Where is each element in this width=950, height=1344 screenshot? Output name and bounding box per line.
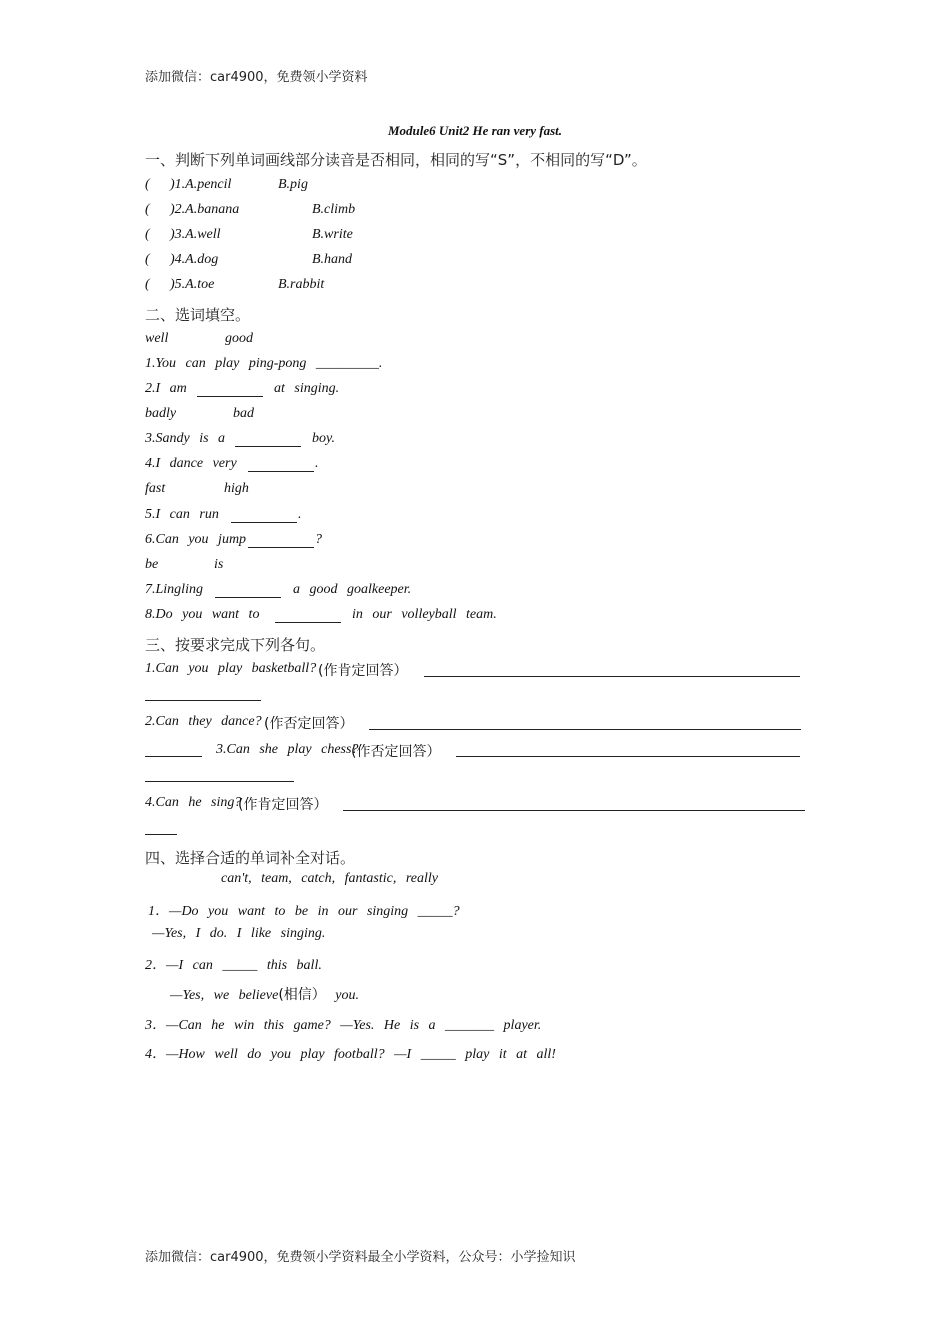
fill-question-7-text: a good goalkeeper. — [293, 582, 412, 597]
word-choice: badly — [145, 406, 177, 421]
word-choice: high — [224, 481, 249, 496]
option-a: )2.A.banana — [170, 202, 240, 217]
answer-line — [369, 729, 801, 730]
fill-question-3-text: 3.Sandy is a — [145, 431, 226, 446]
answer-paren: ( — [145, 202, 150, 217]
page-footer: 添加微信：car4900，免费领小学资料最全小学资料，公众号：小学捡知识 — [145, 1250, 576, 1265]
fill-question-4-text: 4.I dance very — [145, 456, 237, 471]
section1-heading: 一、判断下列单词画线部分读音是否相同，相同的写“S”，不相同的写“D”。 — [145, 151, 647, 169]
answer-line — [145, 834, 177, 835]
fill-question-7-text: 7.Lingling — [145, 582, 203, 597]
dialogue-line: 3．—Can he win this game? —Yes. He is a _______ player. — [145, 1018, 542, 1033]
answer-paren: ( — [145, 177, 150, 192]
blank-line — [235, 446, 301, 447]
option-a: )5.A.toe — [170, 277, 215, 292]
answer-paren: ( — [145, 252, 150, 267]
instruction-note: (作否定回答） — [351, 744, 441, 760]
option-a: )1.A.pencil — [170, 177, 232, 192]
chinese-gloss: (相信） — [278, 987, 326, 1003]
reply-text: you. — [335, 988, 359, 1003]
blank-line — [248, 547, 314, 548]
fill-question-1: 1.You can play ping-pong _________. — [145, 356, 383, 371]
answer-line — [343, 810, 805, 811]
option-a: )3.A.well — [170, 227, 221, 242]
instruction-note: (作否定回答） — [264, 716, 354, 732]
word-choice: well — [145, 331, 169, 346]
fill-question-6-text: 6.Can you jump — [145, 532, 247, 547]
dialogue-reply: —Yes, I do. I like singing. — [152, 926, 326, 941]
word-choice: is — [214, 557, 224, 572]
fill-question-8-text: in our volleyball team. — [352, 607, 497, 622]
page-title: Module6 Unit2 He ran very fast. — [387, 123, 563, 138]
fill-question-8-text: 8.Do you want to — [145, 607, 260, 622]
rewrite-question-1: 1.Can you play basketball? — [145, 661, 317, 676]
section2-heading: 二、选词填空。 — [145, 306, 251, 324]
answer-line — [145, 700, 261, 701]
fill-question-5-text: 5.I can run — [145, 507, 219, 522]
reply-text: —Yes, we believe — [170, 988, 279, 1003]
fill-question-5-text: . — [298, 507, 302, 522]
rewrite-question-4: 4.Can he sing? — [145, 795, 242, 810]
word-choice: good — [225, 331, 253, 346]
section4-heading: 四、选择合适的单词补全对话。 — [145, 849, 356, 867]
answer-paren: ( — [145, 277, 150, 292]
fill-question-6-text: ? — [315, 532, 322, 547]
blank-line — [231, 522, 297, 523]
fill-question-4-text: . — [315, 456, 319, 471]
dialogue-line: 4．—How well do you play football? —I _____ play it at all! — [145, 1047, 556, 1062]
blank-line — [248, 471, 314, 472]
instruction-note: (作肯定回答） — [238, 797, 328, 813]
fill-question-2-text: 2.I am — [145, 381, 187, 396]
answer-line — [145, 756, 202, 757]
dialogue-line: 1．—Do you want to be in our singing _____? — [148, 904, 460, 919]
blank-line — [275, 622, 341, 623]
rewrite-question-3: 3.Can she play chess? — [216, 742, 359, 757]
option-b: B.rabbit — [278, 277, 325, 292]
blank-line — [215, 597, 281, 598]
dialogue-reply — [170, 984, 359, 1004]
instruction-note: (作肯定回答） — [318, 663, 408, 679]
answer-line — [456, 756, 800, 757]
answer-paren: ( — [145, 227, 150, 242]
word-bank: can't, team, catch, fantastic, really — [221, 871, 438, 886]
option-a: )4.A.dog — [170, 252, 219, 267]
answer-line — [145, 781, 294, 782]
word-choice: fast — [145, 481, 166, 496]
option-b: B.hand — [312, 252, 353, 267]
fill-question-3-text: boy. — [312, 431, 335, 446]
blank-line — [197, 396, 263, 397]
word-choice: be — [145, 557, 159, 572]
option-b: B.pig — [278, 177, 308, 192]
word-choice: bad — [233, 406, 254, 421]
page-header: 添加微信：car4900，免费领小学资料 — [145, 70, 368, 85]
answer-line — [424, 676, 800, 677]
dialogue-line: 2．—I can _____ this ball. — [145, 958, 322, 973]
option-b: B.climb — [312, 202, 356, 217]
option-b: B.write — [312, 227, 353, 242]
fill-question-2-text: at singing. — [274, 381, 340, 396]
section3-heading: 三、按要求完成下列各句。 — [145, 636, 326, 654]
rewrite-question-2: 2.Can they dance? — [145, 714, 262, 729]
